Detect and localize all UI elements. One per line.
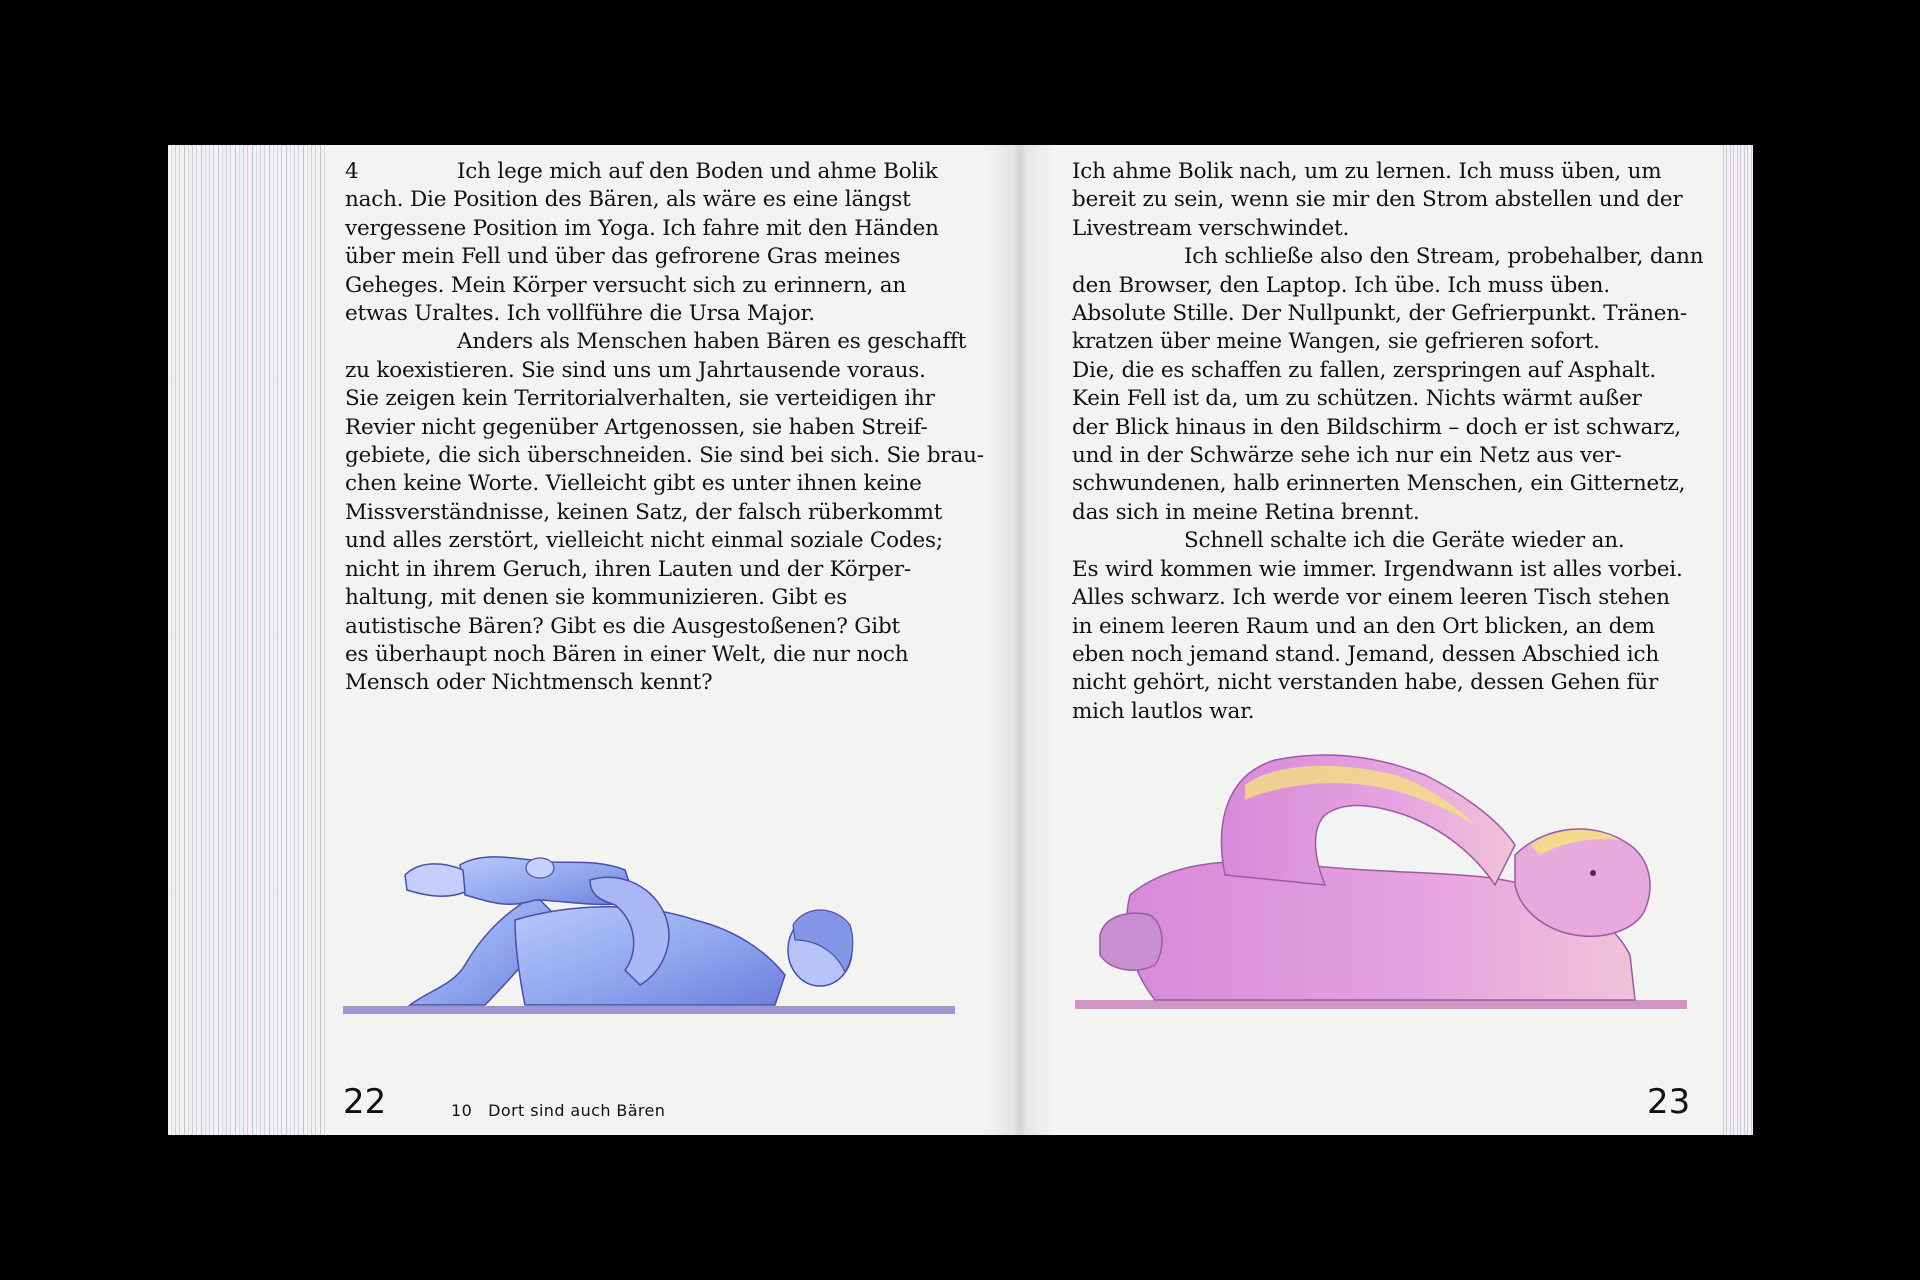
right-page-text [1072,158,1702,726]
paragraph: 4 Ich lege mich auf den Boden und ahme Bolik nach. Die Position des Bären, als wäre es eine längst vergessene Position im Yoga. Ich fahre mit den Händen über mein Fell und über das gefrorene Gras meines Geheges. Mein Körper versucht sich zu erinnern, an etwas Uraltes. Ich vollführe die Ursa Major. [345,159,939,327]
bear-hind-paw [1100,913,1162,970]
page-edges-right [1720,145,1753,1135]
chapter-number: 4 [345,159,359,184]
human-hand [526,858,554,878]
page-edges-left [168,145,326,1135]
folio-title: Dort sind auch Bären [488,1101,666,1120]
paragraph: Ich schließe also den Stream, probehalber, dann den Browser, den Laptop. Ich übe. Ich muss üben. Absolute Stille. Der Nullpunkt, der Gefrierpunkt. Tränen- kratzen über meine Wangen, sie gefrieren sofort. Die, die es schaffen zu fallen, zerspringen auf Asphalt. Kein Fell ist da, um zu schützen. Nichts wärmt außer der Blick hinaus in den Bildschirm – doch er ist schwarz, und in der Schwärze sehe ich nur ein Netz aus ver- schwundenen, halb erinnerten Menschen, ein Gitternetz, das sich in meine Retina brennt. [1072,244,1704,525]
floor-mat-shadow [1075,1000,1687,1009]
bear-eye [1590,870,1596,876]
page-number-left: 22 [343,1082,387,1122]
human-foot [405,864,465,896]
running-footer [451,1101,681,1120]
page-number-right: 23 [1647,1082,1691,1122]
paragraph: Ich ahme Bolik nach, um zu lernen. Ich muss üben, um bereit zu sein, wenn sie mir den Strom abstellen und der Livestream verschwindet. [1072,159,1683,241]
human-yoga-illustration [335,800,955,1020]
folio-number: 10 [451,1101,473,1120]
book-gutter [985,145,1055,1135]
left-page-text [345,158,984,698]
paragraph: Anders als Menschen haben Bären es geschafft zu koexistieren. Sie sind uns um Jahrtausende voraus. Sie zeigen kein Territorialverhalten, sie verteidigen ihr Revier nicht gegenüber Artgenossen, sie haben Streif- gebiete, die sich überschneiden. Sie sind bei sich. Sie brau- chen keine Worte. Vielleicht gibt es unter ihnen keine Missverständnisse, keinen Satz, der falsch rüberkommt und alles zerstört, vielleicht nicht einmal soziale Codes; nicht in ihrem Geruch, ihren Lauten und der Körper- haltung, mit denen sie kommunizieren. Gibt es autistische Bären? Gibt es die Ausgestoßenen? Gibt es überhaupt noch Bären in einer Welt, die nur noch Mensch oder Nichtmensch kennt? [345,329,984,696]
paragraph: Schnell schalte ich die Geräte wieder an. Es wird kommen wie immer. Irgendwann ist alles vorbei. Alles schwarz. Ich werde vor einem leeren Tisch stehen in einem leeren Raum und an den Ort blicken, an dem eben noch jemand stand. Jemand, dessen Abschied ich nicht gehört, nicht verstanden habe, dessen Gehen für mich lautlos war. [1072,528,1683,724]
bear-yoga-illustration [1075,745,1715,1015]
floor-mat-shadow [343,1006,955,1014]
